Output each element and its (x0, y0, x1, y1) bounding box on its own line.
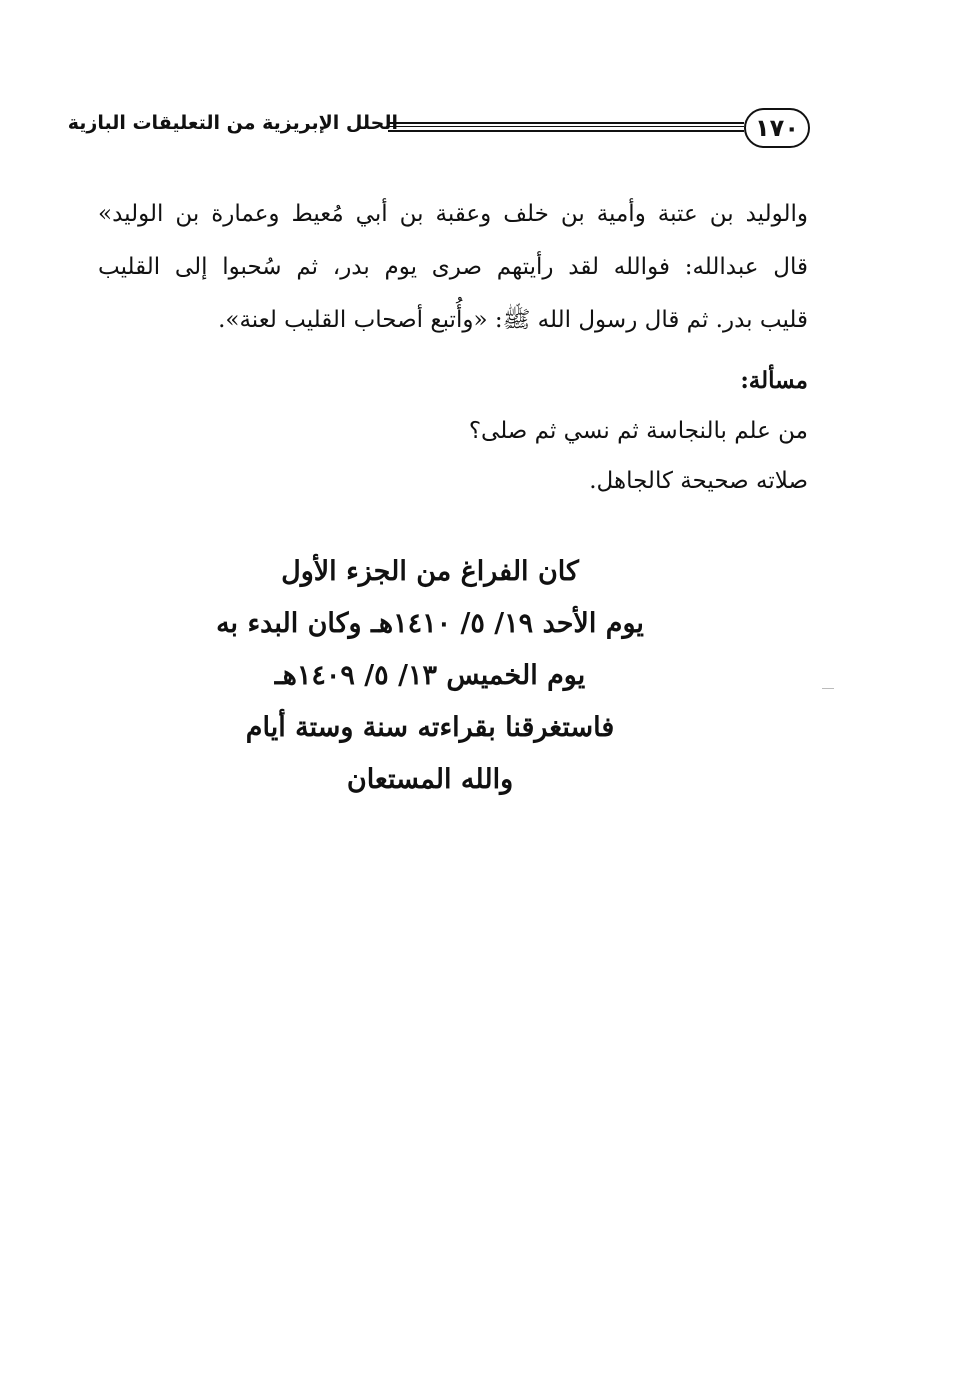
colophon-line: يوم الأحد ١٩/ ٥/ ١٤١٠هـ وكان البدء به (216, 608, 644, 639)
body-paragraph (98, 188, 808, 347)
masala-label: مسألة: (740, 367, 808, 394)
body-line: قال عبدالله: فوالله لقد رأيتهم صرى يوم بدر، ثم سُحبوا إلى القليب (98, 254, 808, 280)
colophon-line: كان الفراغ من الجزء الأول (281, 556, 579, 587)
masala-question: من علم بالنجاسة ثم نسي ثم صلى؟ (468, 418, 808, 444)
scan-speck (822, 688, 834, 689)
colophon-line: فاستغرقنا بقراءته سنة وستة أيام (245, 712, 615, 743)
colophon (160, 546, 700, 806)
colophon-line: والله المستعان (346, 764, 514, 795)
body-line: والوليد بن عتبة وأمية بن خلف وعقبة بن أبي مُعيط وعمارة بن الوليد» (98, 201, 808, 227)
page-header (67, 108, 810, 154)
book-title: الحلل الإبريزية من التعليقات البازية (67, 112, 398, 134)
masala-section (98, 356, 808, 506)
body-line: قليب بدر. ثم قال رسول الله ﷺ: «وأُتبع أصحاب القليب لعنة». (218, 307, 808, 333)
header-rule (388, 122, 744, 132)
masala-answer: صلاته صحيحة كالجاهل. (589, 468, 808, 494)
page-number: ١٧٠ (744, 108, 810, 148)
colophon-line: يوم الخميس ١٣/ ٥/ ١٤٠٩هـ (274, 660, 586, 691)
